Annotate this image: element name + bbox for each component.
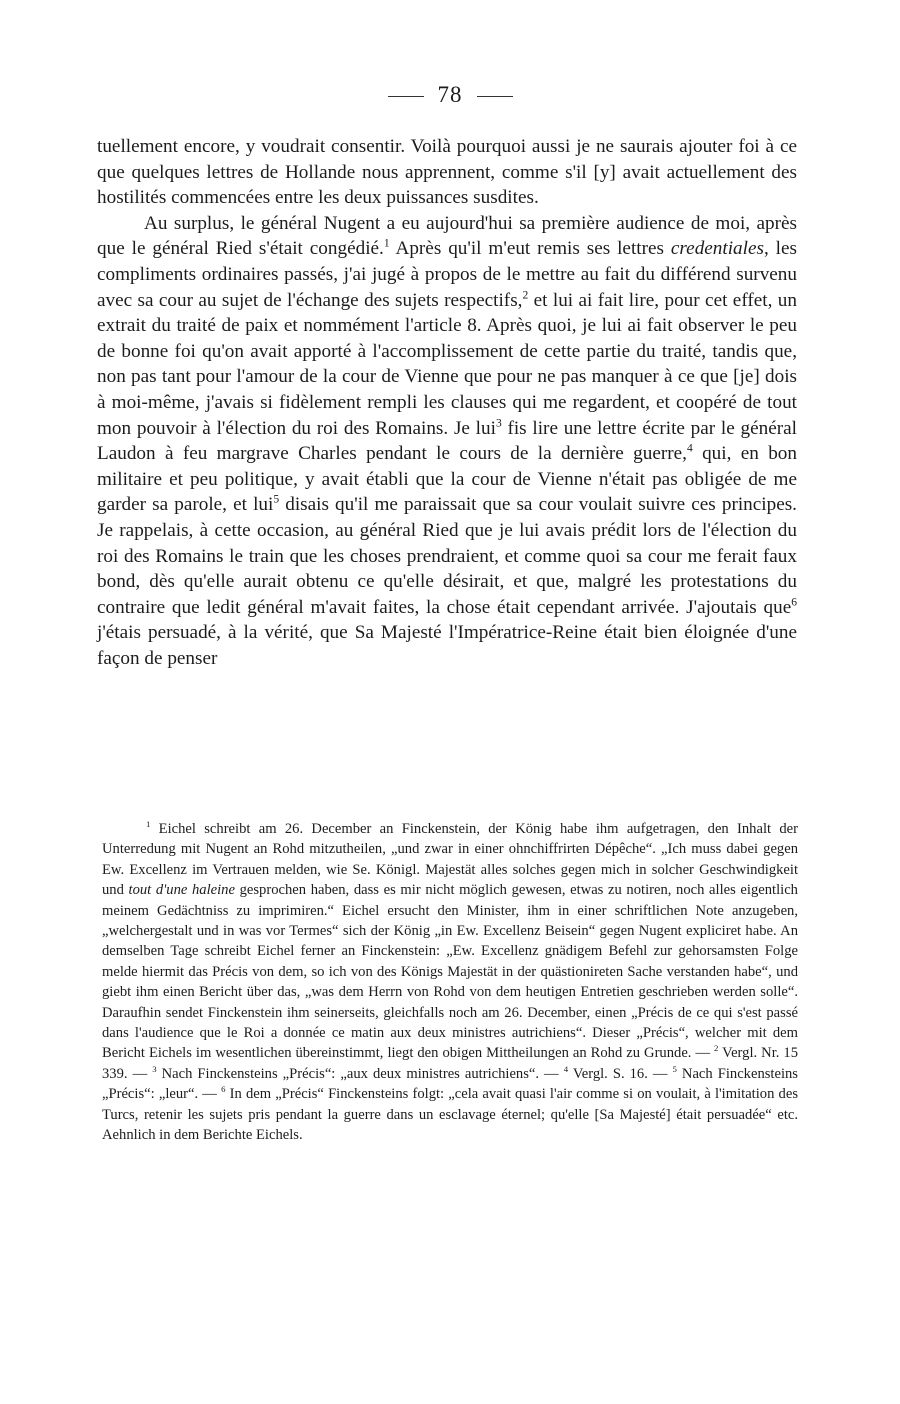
footnote-marker: 3: [152, 1064, 157, 1075]
page-number: 78: [437, 82, 463, 107]
footnote-ref: 4: [686, 442, 693, 455]
text-run: et lui ai fait lire, pour cet effet, un extrait du traité de paix et nommément l'article 8. Après quoi, je lui ai fait observer le peu de bonne foi qu'on avait apporté à l'accomplissement de cette partie du traité, tandis que, non pas tant pour l'amour de la cour de Vienne que pour ne pas manquer à ce que [je] dois à moi-même, j'avais si fidèlement rempli les clauses qui me regardent, et coopéré de tout mon pouvoir à l'élection du roi des Romains. Je lui: [97, 289, 797, 439]
footnote-marker: 1: [146, 819, 151, 830]
footnote-ref: 6: [791, 596, 797, 609]
footnote-marker: 2: [714, 1043, 719, 1054]
footnotes: [102, 819, 798, 1146]
footnote-text: Nach Finckensteins „Précis“: „aux deux ministres autrichiens“. —: [156, 1065, 564, 1082]
italic-term: tout d'une haleine: [128, 882, 235, 899]
footnote-text: gesprochen haben, dass es mir nicht möglich gewesen, etwas zu notiren, noch alles eigentlich meinem Gedächtniss zu imprimiren.“ Eichel ersucht den Minister, ihm in einer schriftlichen Note anzugeben, „welchergestalt und in was vor Termes“ sich der König „in Ew. Excellenz Beisein“ gegen Nugent expliciret habe. An demselben Tage schreibt Eichel ferner an Finckenstein: „Ew. Excellenz gnädigem Befehl zur gehorsamsten Folge melde hiermit das Précis von dem, so ich von des Königs Majestät in der quästionireten Sache verstanden habe“, und giebt ihm einen Bericht über das, „was dem Herrn von Rohd von dem heutigen Entretien geschrieben werden solle“. Daraufhin sendet Finckenstein ihm seinerseits, gleichfalls noch am 26. December, einen „Précis de ce qui s'est passé dans l'audience que le Roi a donnée ce matin aux deux ministres autrichiens“. Dieser „Précis“, welcher mit dem Bericht Eichels im wesentlichen übereinstimmt, liegt den obigen Mittheilungen an Rohd zu Grunde. —: [102, 882, 798, 1062]
text-run: Après qu'il m'eut remis ses lettres: [389, 238, 671, 260]
text-run: disais qu'il me paraissait que sa cour voulait suivre ces principes. Je rappelais, à cette occasion, au général Ried que je lui avais prédit lors de l'élection du roi des Romains le train que les choses prendraient, et comme quoi sa cour me ferait faux bond, dès qu'elle aurait obtenu ce qu'elle désirait, et que, malgré les protestations du contraire que ledit général m'avait faites, la chose était cependant arrivée. J'ajoutais que: [97, 494, 797, 618]
main-text: [97, 134, 797, 671]
paragraph: [97, 211, 797, 672]
footnote-text: In dem „Précis“ Finckensteins folgt: „cela avait quasi l'air comme si on voulait, à l'imitation des Turcs, retenir les sujets pris pendant la guerre dans un esclavage éternel; qu'elle [Sa Majesté] était persuadée“ etc. Aehnlich in dem Berichte Eichels.: [102, 1086, 798, 1144]
text-run: qui, en bon militaire et peu politique, y avait établi que la cour de Vienne n'était pas obligée de me garder sa parole, et lui: [97, 443, 797, 516]
paragraph: tuellement encore, y voudrait consentir. Voilà pourquoi aussi je ne saurais ajouter foi à ce que quelques lettres de Hollande nous apprennent, comme s'il [y] avait actuellement des hostilités commencées entre les deux puissances susdites.: [97, 136, 797, 209]
text-run: , les compliments ordinaires passés, j'ai jugé à propos de le mettre au fait du différend survenu avec sa cour au sujet de l'échange des sujets respectifs,: [97, 238, 797, 311]
footnote-marker: 5: [672, 1064, 677, 1075]
footnote-ref: 5: [273, 493, 280, 506]
page-header: [0, 82, 900, 108]
header-rule-right: [477, 96, 513, 97]
footnote-text: Vergl. S. 16. —: [568, 1065, 673, 1082]
italic-term: credentiales: [670, 238, 764, 260]
footnote-block: [102, 819, 798, 1146]
text-run: fis lire une lettre écrite par le général Laudon à feu margrave Charles pendant le cours de la dernière guerre,: [97, 417, 797, 465]
footnote-marker: 4: [563, 1064, 569, 1075]
footnote-text: Eichel schreibt am 26. December an Finckenstein, der König habe ihm aufgetragen, den Inhalt der Unterredung mit Nugent an Rohd mitzutheilen, „und zwar in einer ohnchiffrirten Dépêche“. „Ich muss dabei gegen Ew. Excellenz im Vertrauen melden, wie Se. Königl. Majestät alles solches gegen mich in solcher Geschwindigkeit und: [102, 821, 798, 899]
text-run: Au surplus, le général Nugent a eu aujourd'hui sa première audience de moi, après que le général Ried s'était congédié.: [97, 212, 797, 260]
footnote-ref: 1: [383, 237, 390, 250]
footnote-text: Nach Finckensteins „Précis“: „leur“. —: [102, 1065, 798, 1103]
footnote-marker: 6: [221, 1084, 226, 1095]
footnote-ref: 3: [495, 417, 502, 430]
footnote-ref: 2: [522, 289, 529, 302]
header-rule-left: [388, 96, 424, 97]
text-run: j'étais persuadé, à la vérité, que Sa Majesté l'Impératrice-Reine était bien éloignée d'une façon de penser: [97, 622, 797, 669]
footnote-text: Vergl. Nr. 15 339. —: [102, 1045, 798, 1082]
